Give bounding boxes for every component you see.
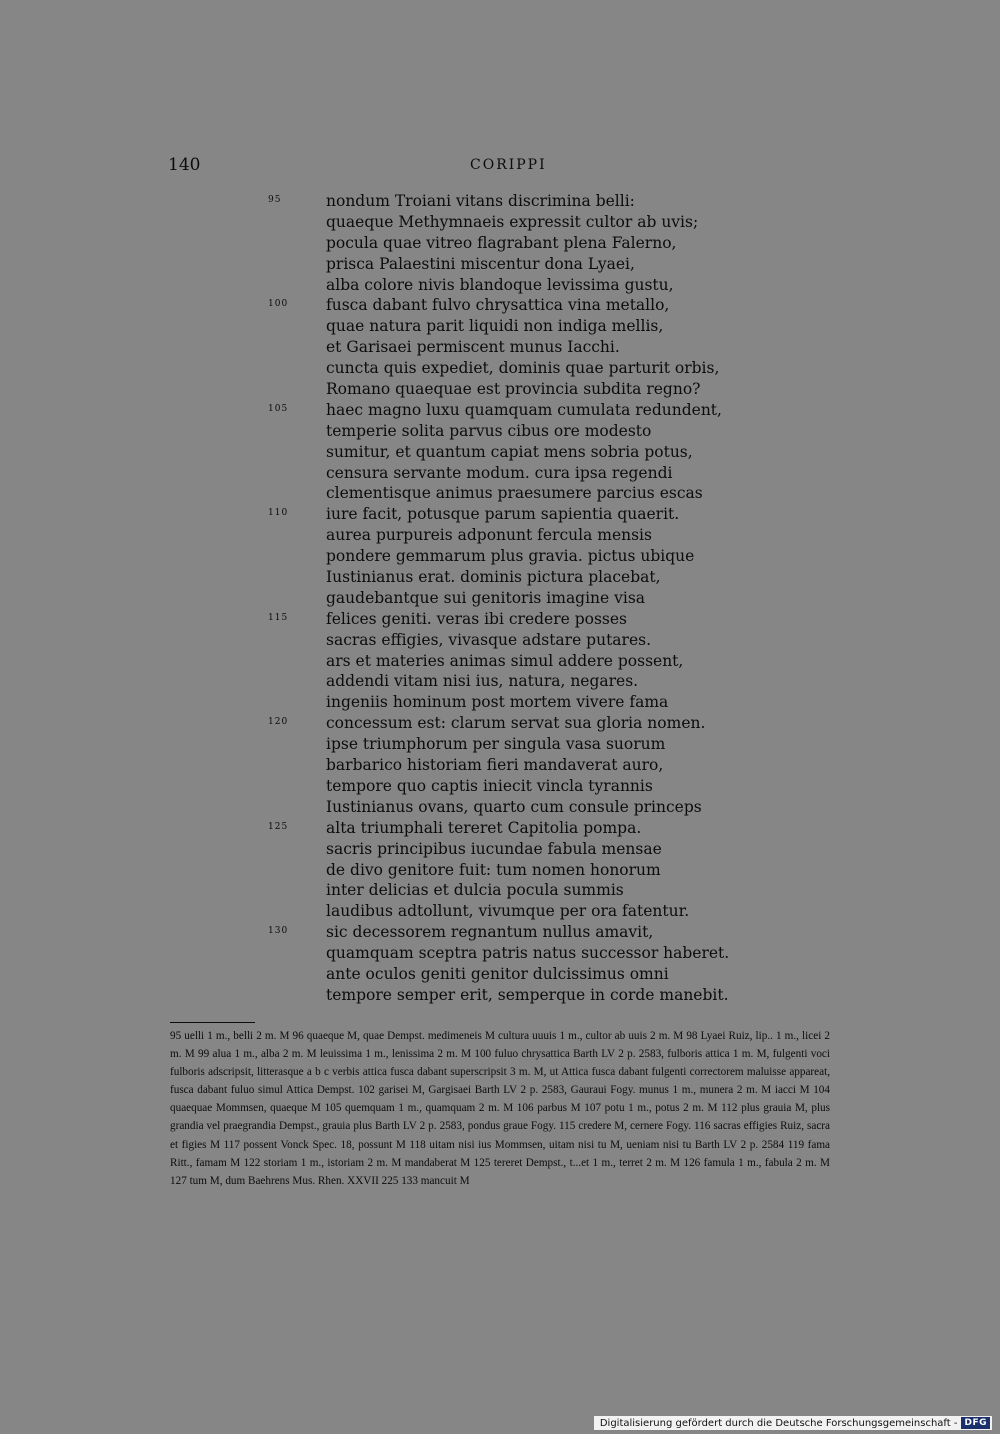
verse-text: tempore semper erit, semperque in corde manebit. (326, 985, 729, 1004)
verse-text: prisca Palaestini miscentur dona Lyaei, (326, 254, 635, 273)
verse-text: Romano quaequae est provincia subdita regno? (326, 380, 701, 399)
verse-text: sacris principibus iucundae fabula mensae (326, 839, 662, 858)
verse-text: pondere gemmarum plus gravia. pictus ubique (326, 547, 695, 566)
verse-line (0, 734, 1000, 755)
verse-line (0, 776, 1000, 797)
verse-line (0, 609, 1000, 630)
verse-line (0, 964, 1000, 985)
line-number: 95 (268, 195, 282, 205)
verse-text: sic decessorem regnantum nullus amavit, (326, 923, 654, 942)
running-head: CORIPPI (470, 157, 547, 173)
verse-text: sacras effigies, vivasque adstare putares. (326, 630, 652, 649)
verse-line (0, 567, 1000, 588)
line-number: 115 (268, 612, 289, 623)
verse-text: inter delicias et dulcia pocula summis (326, 881, 624, 900)
verse-text: alba colore nivis blandoque levissima gustu, (326, 275, 674, 294)
verse-text: quae natura parit liquidi non indiga mellis, (326, 317, 664, 336)
verse-text: felices geniti. veras ibi credere posses (326, 609, 628, 628)
verse-line (0, 797, 1000, 818)
verse-line (0, 337, 1000, 358)
verse-line (0, 275, 1000, 296)
critical-apparatus: 95 uelli 1 m., belli 2 m. M 96 quaeque M, quae Dempst. medimeneis M cultura uuuis 1 m., cultor ab uuis 2 m. M 98 Lyaei Ruiz, lip.. 1 m., licei 2 m. M 99 alua 1 m., alba 2 m. M leuissima 1 m., lenissima 2 m. M 100 fuluo chrysattica Barth LV 2 p. 2583, fulboris attica 1 m. M, fulgenti voci fulboris adscripsit, litterasque a b c verbis attica fusca dabant superscripsit 3 m. M, ut Attica fusca dabant fulgenti correctorem maluisse appareat, fusca dabant fuluo simul Attica Dempst. 102 garisei M, Gargisaei Barth LV 2 p. 2583, Gauraui Fogy. munus 1 m., munera 2 m. M iacci M 104 quaequae Mommsen, quaeque M 105 quemquam 1 m., quamquam 2 m. M 106 parbus M 107 potu 1 m., potus 2 m. M 112 plus grauia M, plus grandia vel praegrandia Dempst., grauia plus Barth LV 2 p. 2583, pondus graue Fogy. 115 credere M, cernere Fogy. 116 sacras effigies Ruiz, sacra et figies M 117 possent Vonck Spec. 18, possunt M 118 uitam nisi ius Mommsen, uitam nisi tu M, ueniam nisi tu Barth LV 2 p. 2584 119 fama Ritt., famam M 122 storiam 1 m., istoriam 2 m. M mandaberat M 125 tereret Dempst., t...et 1 m., terret 2 m. M 126 famula 1 m., fabula 2 m. M 127 tum M, dum Baehrens Mus. Rhen. XXVII 225 133 mancuit M (170, 1030, 830, 1187)
verse-text: cuncta quis expediet, dominis quae parturit orbis, (326, 359, 720, 378)
verse-line (0, 860, 1000, 881)
verse-text: barbarico historiam fieri mandaverat auro, (326, 756, 664, 775)
verse-text: de divo genitore fuit: tum nomen honorum (326, 860, 661, 879)
verse-text: clementisque animus praesumere parcius escas (326, 484, 703, 503)
verse-line (0, 379, 1000, 400)
dfg-logo: DFG (961, 1417, 990, 1429)
verse-line (0, 191, 1000, 212)
verse-text: quamquam sceptra patris natus successor haberet. (326, 944, 730, 963)
line-number: 130 (268, 926, 289, 937)
line-number: 120 (268, 717, 289, 728)
verse-text: alta triumphali tereret Capitolia pompa. (326, 818, 642, 837)
verse-text: ipse triumphorum per singula vasa suorum (326, 735, 666, 754)
verse-text: aurea purpureis adponunt fercula mensis (326, 526, 652, 545)
verse-text: laudibus adtollunt, vivumque per ora fatentur. (326, 902, 690, 921)
footer-text: Digitalisierung gefördert durch die Deutsche Forschungsgemeinschaft - (599, 1417, 958, 1429)
page-number: 140 (168, 155, 201, 175)
verse-line (0, 233, 1000, 254)
verse-text: sumitur, et quantum capiat mens sobria potus, (326, 442, 693, 461)
footer-banner (594, 1416, 992, 1430)
footnote-rule (170, 1022, 255, 1023)
verse-text: fusca dabant fulvo chrysattica vina metallo, (326, 296, 670, 315)
verse-line (0, 400, 1000, 421)
verse-text: gaudebantque sui genitoris imagine visa (326, 588, 646, 607)
verse-line (0, 212, 1000, 233)
verse-text: censura servante modum. cura ipsa regendi (326, 463, 673, 482)
verse-line (0, 692, 1000, 713)
verse-line (0, 546, 1000, 567)
verse-line (0, 588, 1000, 609)
verse-text: tempore quo captis iniecit vincla tyrannis (326, 776, 653, 795)
verse-text: ars et materies animas simul addere possent, (326, 651, 684, 670)
verse-text: haec magno luxu quamquam cumulata redundent, (326, 400, 722, 419)
verse-line (0, 358, 1000, 379)
verse-line (0, 254, 1000, 275)
verse-text: quaeque Methymnaeis expressit cultor ab uvis; (326, 212, 699, 231)
verse-line (0, 316, 1000, 337)
verse-line (0, 421, 1000, 442)
line-number: 100 (268, 299, 289, 310)
verse-text: ante oculos geniti genitor dulcissimus omni (326, 964, 669, 983)
verse-text: addendi vitam nisi ius, natura, negares. (326, 672, 639, 691)
verse-line (0, 295, 1000, 316)
verse-text: et Garisaei permiscent munus Iacchi. (326, 338, 620, 357)
verse-line (0, 630, 1000, 651)
verse-line (0, 943, 1000, 964)
verse-line (0, 671, 1000, 692)
line-number: 110 (268, 508, 289, 519)
verse-line (0, 463, 1000, 484)
verse-line (0, 651, 1000, 672)
line-number: 105 (268, 403, 289, 414)
verse-line (0, 818, 1000, 839)
verse-line (0, 922, 1000, 943)
verse-line (0, 901, 1000, 922)
verse-line (0, 985, 1000, 1006)
verse-line (0, 483, 1000, 504)
verse-line (0, 525, 1000, 546)
verse-line (0, 839, 1000, 860)
line-number: 125 (268, 821, 289, 832)
verse-text: iure facit, potusque parum sapientia quaerit. (326, 505, 680, 524)
verse-line (0, 504, 1000, 525)
verse-text: Iustinianus ovans, quarto cum consule princeps (326, 797, 702, 816)
verse-line (0, 755, 1000, 776)
verse-text: concessum est: clarum servat sua gloria nomen. (326, 714, 706, 733)
verse-line (0, 713, 1000, 734)
poem-block (0, 191, 1000, 1006)
verse-text: Iustinianus erat. dominis pictura placebat, (326, 568, 661, 587)
verse-text: temperie solita parvus cibus ore modesto (326, 421, 652, 440)
verse-text: nondum Troiani vitans discrimina belli: (326, 192, 635, 210)
verse-line (0, 442, 1000, 463)
verse-text: pocula quae vitreo flagrabant plena Falerno, (326, 233, 677, 252)
verse-line (0, 880, 1000, 901)
verse-text: ingeniis hominum post mortem vivere fama (326, 693, 669, 712)
